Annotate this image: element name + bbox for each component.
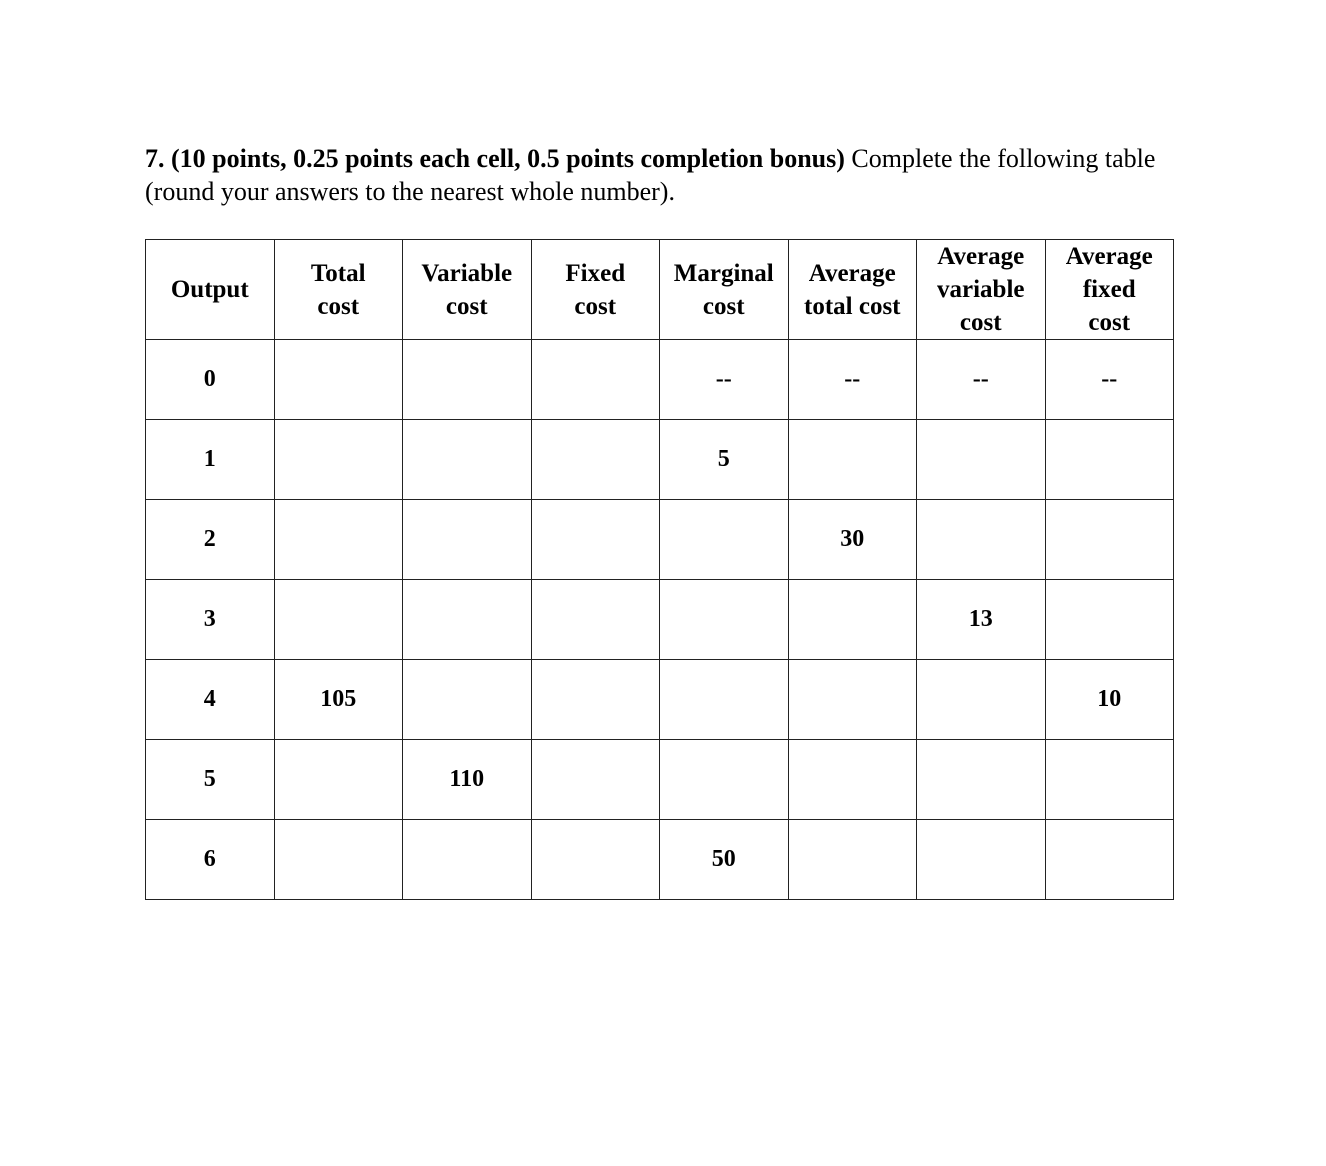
table-row [146,420,1174,500]
cell-marginal-cost[interactable] [660,740,789,820]
cell-average-fixed-cost: -- [1045,340,1174,420]
cell-average-variable-cost[interactable] [917,660,1046,740]
header-marginal-cost: Marginal cost [660,240,789,340]
cell-variable-cost: 110 [403,740,532,820]
cell-average-variable-cost: -- [917,340,1046,420]
cell-average-total-cost[interactable] [788,420,917,500]
cell-average-variable-cost: 13 [917,580,1046,660]
cell-average-fixed-cost: 10 [1045,660,1174,740]
header-fixed-cost: Fixed cost [531,240,660,340]
cell-fixed-cost[interactable] [531,660,660,740]
cell-total-cost[interactable] [274,420,403,500]
cell-output: 2 [146,500,275,580]
cell-average-total-cost[interactable] [788,740,917,820]
header-average-variable-cost: Average variable cost [917,240,1046,340]
header-variable-cost: Variable cost [403,240,532,340]
cell-average-fixed-cost[interactable] [1045,500,1174,580]
cell-average-variable-cost[interactable] [917,820,1046,900]
cell-variable-cost[interactable] [403,420,532,500]
cell-average-total-cost: -- [788,340,917,420]
cell-total-cost[interactable] [274,820,403,900]
cell-average-variable-cost[interactable] [917,500,1046,580]
cell-marginal-cost: 50 [660,820,789,900]
cell-marginal-cost: -- [660,340,789,420]
cell-output: 1 [146,420,275,500]
question-rounding-note: (round your answers to the nearest whole number). [145,177,675,206]
cell-output: 6 [146,820,275,900]
table-row [146,740,1174,820]
cell-average-fixed-cost[interactable] [1045,420,1174,500]
cost-table [145,239,1174,900]
cell-fixed-cost[interactable] [531,580,660,660]
cell-fixed-cost[interactable] [531,340,660,420]
cell-variable-cost[interactable] [403,340,532,420]
cell-average-fixed-cost[interactable] [1045,820,1174,900]
question-points: 7. (10 points, 0.25 points each cell, 0.5 points completion bonus) [145,144,845,173]
cell-average-total-cost[interactable] [788,820,917,900]
cell-variable-cost[interactable] [403,580,532,660]
table-row [146,820,1174,900]
cell-total-cost[interactable] [274,500,403,580]
cell-average-fixed-cost[interactable] [1045,580,1174,660]
table-row [146,340,1174,420]
cell-output: 0 [146,340,275,420]
table-row [146,580,1174,660]
header-average-fixed-cost: Average fixed cost [1045,240,1174,340]
header-output: Output [146,240,275,340]
cell-total-cost[interactable] [274,580,403,660]
table-row [146,500,1174,580]
cell-marginal-cost: 5 [660,420,789,500]
question-text [145,142,1205,208]
cell-total-cost[interactable] [274,740,403,820]
cell-average-variable-cost[interactable] [917,420,1046,500]
header-total-cost: Total cost [274,240,403,340]
cell-marginal-cost[interactable] [660,500,789,580]
cell-variable-cost[interactable] [403,660,532,740]
table-row [146,660,1174,740]
cell-average-fixed-cost[interactable] [1045,740,1174,820]
cell-variable-cost[interactable] [403,820,532,900]
cell-average-total-cost[interactable] [788,660,917,740]
cell-variable-cost[interactable] [403,500,532,580]
cell-output: 5 [146,740,275,820]
cell-average-variable-cost[interactable] [917,740,1046,820]
cell-output: 3 [146,580,275,660]
cell-marginal-cost[interactable] [660,660,789,740]
cell-fixed-cost[interactable] [531,500,660,580]
cell-marginal-cost[interactable] [660,580,789,660]
cell-fixed-cost[interactable] [531,420,660,500]
cell-total-cost[interactable] [274,340,403,420]
cell-average-total-cost: 30 [788,500,917,580]
cell-total-cost: 105 [274,660,403,740]
cell-fixed-cost[interactable] [531,740,660,820]
header-average-total-cost: Average total cost [788,240,917,340]
header-row [146,240,1174,340]
question-instruction: Complete the following table [851,144,1156,173]
cell-fixed-cost[interactable] [531,820,660,900]
cell-average-total-cost[interactable] [788,580,917,660]
cell-output: 4 [146,660,275,740]
